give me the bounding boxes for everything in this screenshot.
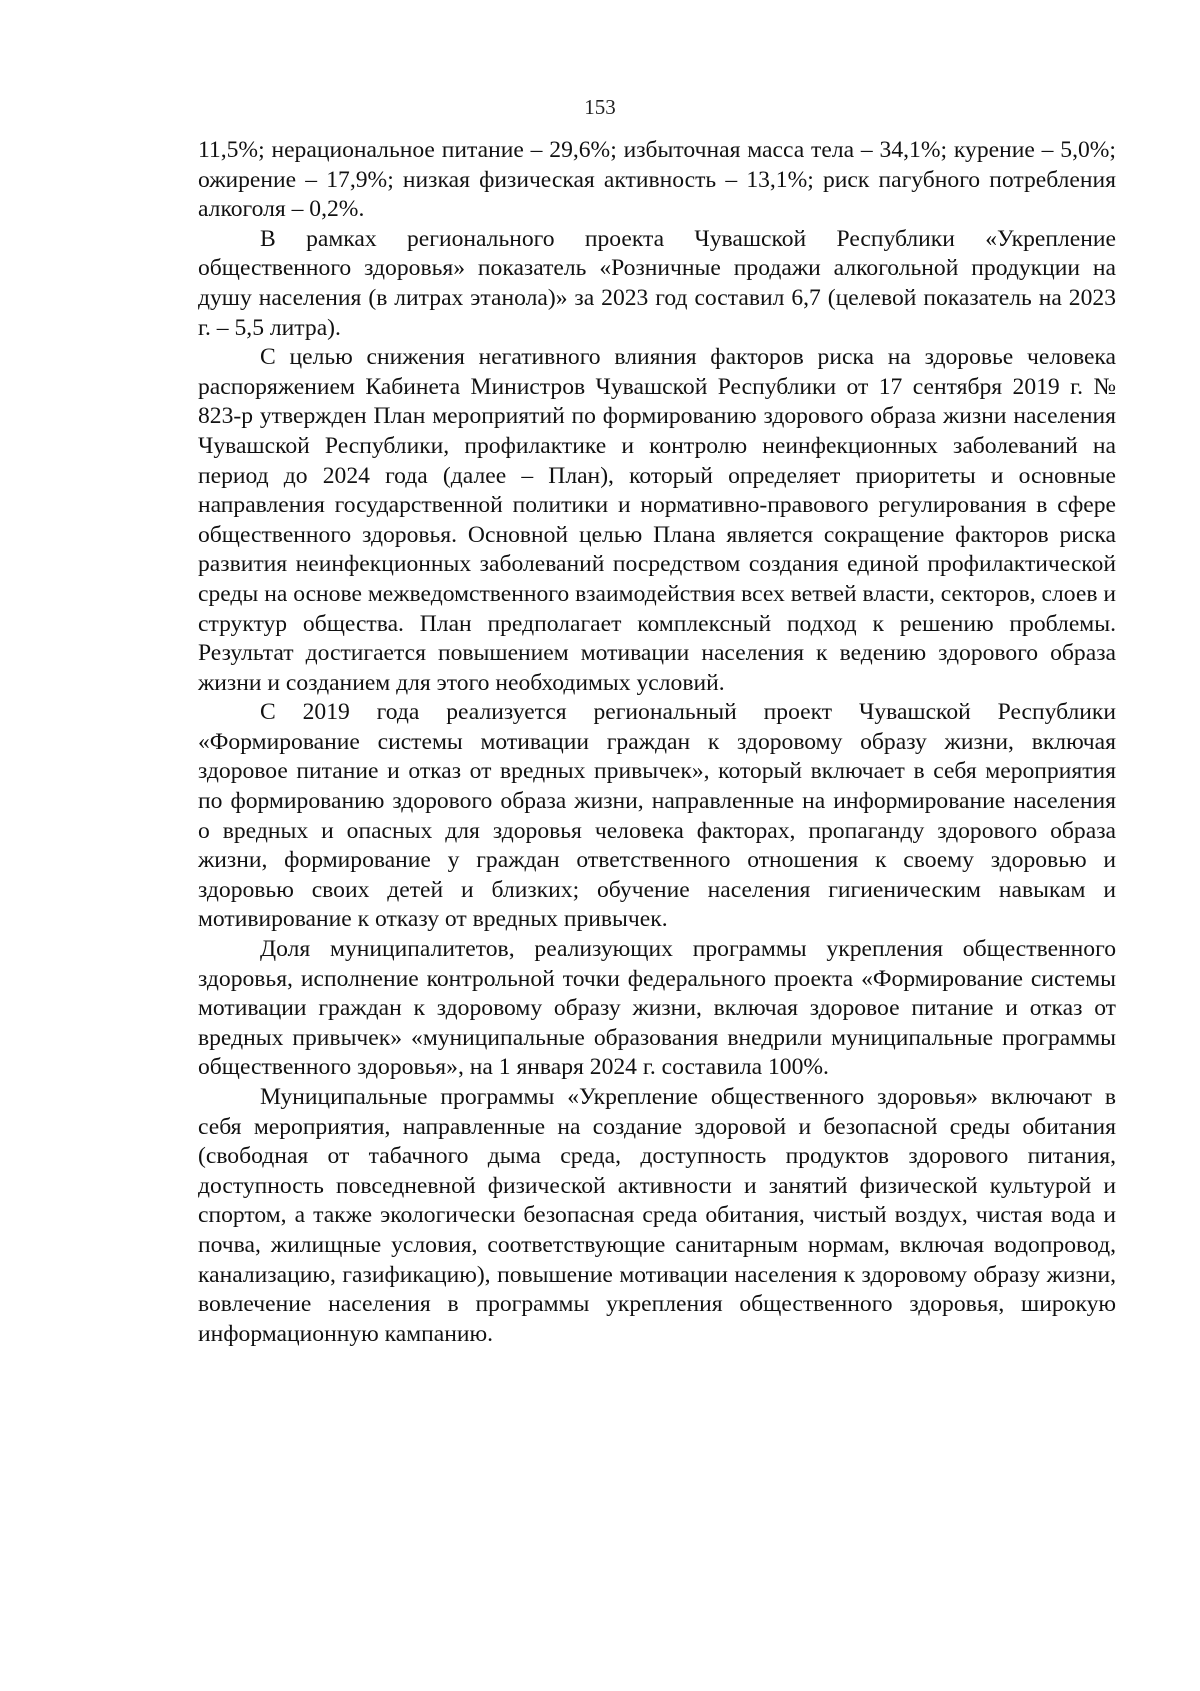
paragraph-action-plan: С целью снижения негативного влияния факторов риска на здоровье человека распоряжением Кабинета Министров Чувашской Республики от 17 сентября 2019 г. № 823-р утвержден План мероприятий по формированию здорового образа жизни населения Чувашской Республики, профилактике и контролю неинфекционных заболеваний на период до 2024 года (далее – План), который определяет приоритеты и основные направления государственной политики и нормативно-правового регулирования в сфере общественного здоровья. Основной целью Плана является сокращение факторов риска развития неинфекционных заболеваний посредством создания единой профилактической среды на основе межведомственного взаимодействия всех ветвей власти, секторов, слоев и структур общества. План предполагает комплексный подход к решению проблемы. Результат достигается повышением мотивации населения к ведению здорового образа жизни и созданием для этого необходимых условий. [198, 344, 1116, 696]
paragraph-continuation: 11,5%; нерациональное питание – 29,6%; избыточная масса тела – 34,1%; курение – 5,0%; ожирение – 17,9%; низкая физическая активность – 13,1%; риск пагубного потребления алкоголя – 0,2%. [198, 137, 1116, 223]
page-number: 153 [584, 95, 616, 119]
paragraph-municipal-programs: Муниципальные программы «Укрепление общественного здоровья» включают в себя мероприятия, направленные на создание здоровой и безопасной среды обитания (свободная от табачного дыма среда, доступность продуктов здорового питания, доступность повседневной физической активности и занятий физической культурой и спортом, а также экологически безопасная среда обитания, чистый воздух, чистая вода и почва, жилищные условия, соответствующие санитарным нормам, включая водопровод, канализацию, газификацию), повышение мотивации населения к здоровому образу жизни, вовлечение населения в программы укрепления общественного здоровья, широкую информационную кампанию. [198, 1084, 1116, 1347]
paragraph-alcohol-sales: В рамках регионального проекта Чувашской Республики «Укрепление общественного здоровья» показатель «Розничные продажи алкогольной продукции на душу населения (в литрах этанола)» за 2023 год составил 6,7 (целевой показатель на 2023 г. – 5,5 литра). [198, 225, 1116, 341]
paragraph-municipalities-share: Доля муниципалитетов, реализующих программы укрепления общественного здоровья, исполнение контрольной точки федерального проекта «Формирование системы мотивации граждан к здоровому образу жизни, включая здоровое питание и отказ от вредных привычек» «муниципальные образования внедрили муниципальные программы общественного здоровья», на 1 января 2024 г. составила 100%. [198, 936, 1116, 1081]
body-text [198, 136, 1116, 1349]
paragraph-regional-project: С 2019 года реализуется региональный проект Чувашской Республики «Формирование системы мотивации граждан к здоровому образу жизни, включая здоровое питание и отказ от вредных привычек», который включает в себя мероприятия по формированию здорового образа жизни, направленные на информирование населения о вредных и опасных для здоровья человека факторах, пропаганду здорового образа жизни, формирование у граждан ответственного отношения к своему здоровью и здоровью своих детей и близких; обучение населения гигиеническим навыкам и мотивирование к отказу от вредных привычек. [198, 699, 1116, 933]
